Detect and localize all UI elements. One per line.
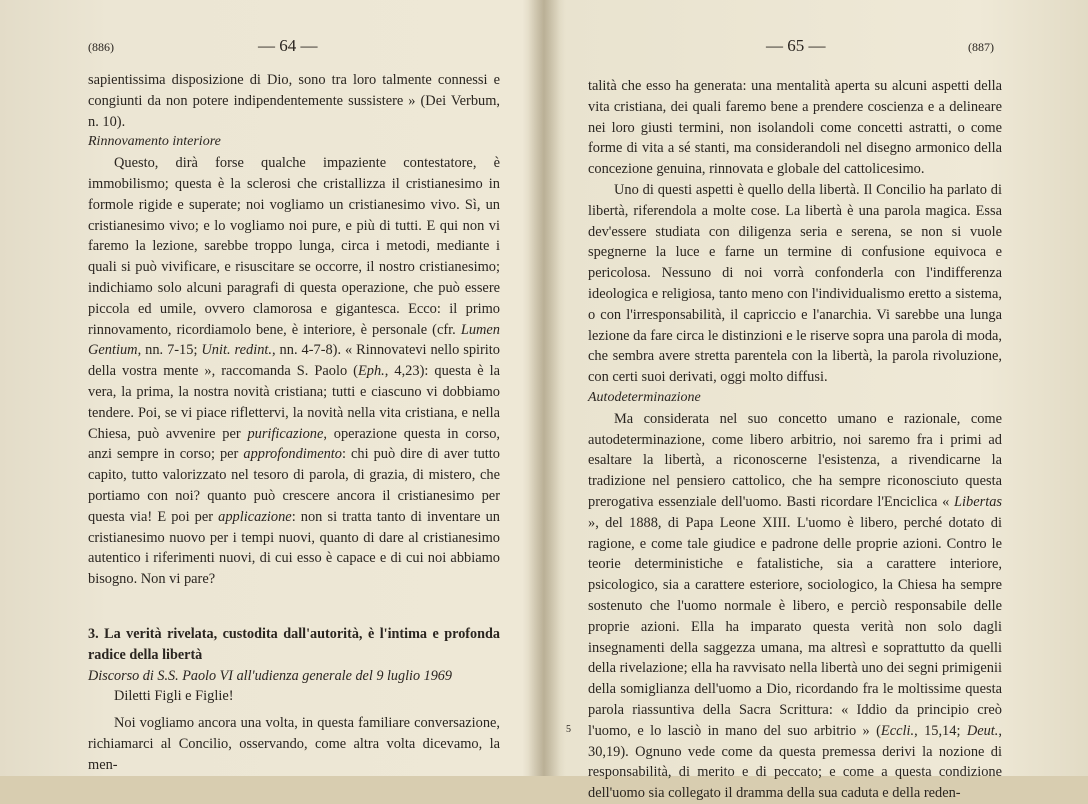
right-text-block [588,76,1002,804]
left-page-number: — 64 — [258,36,318,55]
left-text-block [88,70,500,776]
right-page [544,0,1088,802]
ref-libertas: Libertas [954,493,1002,510]
paragraph-talita: talità che esso ha generata: una mentalità aperta su alcuni aspetti della vita cristiana, dei quali faremo bene a prendere coscienza e a delineare nei loro giusti termini, non isolandoli come concetti astratti, o come forme di vita a sé stanti, ma considerandoli nel disegno armonico della concezione genuina, rinnovata e globale del cattolicesimo. [588,78,1002,178]
heading-rinnovamento: Rinnovamento interiore [88,134,221,150]
term-approfondimento: approfondimento [243,446,342,463]
signature-mark: 5 [566,724,571,735]
paragraph-questo: Questo, dirà forse qualche impaziente contestatore, è immobilismo; questa è la sclerosi che cristallizza il cristianesimo in formole rigide e superate; noi vogliamo un cristianesimo vivo. Sì, un cristianesimo vivo; e lo vogliamo noi pure, e più di tutti. E qui non vi faremo la lezione, sarebbe troppo lunga, circa i metodi, mediante i quali si può vivificare, e risuscitare se occorre, il nostro cristianesimo; indichiamo solo alcuni paragrafi di questa operazione, che può essere piccola ed umile, ovvero clamorosa e gigantesca. Ecco: il primo rinnovamento, ricordiamolo bene, è interiore, è personale (cfr. Lumen Gentium, nn. 7-15; Unit. redint., nn. 4-7-8). « Rinnovatevi nello spirito della vostra mente », raccomanda S. Paolo (Eph., 4,23): questa è la vera, la prima, la nostra novità cristiana; tutti e ciascuno vi dobbiamo tendere. Poi, se vi piace riflettervi, la novità nella vita cristiana, e nella Chiesa, può avvenire per purificazione, operazione questa in corso, anzi sempre in corso; per approfondimento: chi può dire di aver tutto capito, tutto valorizzato nel tesoro di parola, di grazia, di mistero, che portiamo con noi? quanto può crescere ancora il cristianesimo per questa via! E poi per applicazione: non si tratta tanto di inventare un cristianesimo nuovo per i tempi nuovi, quanto di dare al cristianesimo autentico i riferimenti nuovi, di cui esso è capace e di cui noi abbiamo bisogno. Non vi pare? [88,155,500,588]
paragraph-uno: Uno di questi aspetti è quello della libertà. Il Concilio ha parlato di libertà, riferendola a molte cose. La libertà è una parola magica. Essa dev'essere studiata con diligenza seria e serena, se non si vuole spegnerne la luce e farne un termine di confusione equivoca e pericolosa. Nessuno di noi vorrà confonderla con l'indifferenza ideologica e religiosa, tanto meno con l'individualismo eretto a sistema, o con l'irresponsabilità, il capriccio e l'anarchia. Vi sarebbe una lunga lezione da fare circa le distinzioni e le riserve sopra una parola di moda, che sembra avere stretta parentela con la libertà, la parola rivoluzione, con certi suoi derivati, oggi molto diffusi. [588,181,1002,386]
right-page-number: — 65 — [766,36,826,55]
ref-lumen-gentium: Lumen Gentium [88,321,500,359]
ref-unit-redint: Unit. redint. [201,342,272,359]
term-applicazione: applicazione [218,508,292,525]
ref-eccli: Eccli. [880,722,915,739]
left-running-header: (886) [88,40,114,54]
heading-autodeterminazione: Autodeterminazione [588,389,701,405]
section-subtitle: Discorso di S.S. Paolo VI all'udienza generale del 9 luglio 1969 [88,667,452,684]
paragraph-ma: Ma considerata nel suo concetto umano e razionale, come autodeterminazione, come libero arbitrio, noi saremo fra i primi ad esaltare la libertà, a riconoscerne l'esistenza, a rivendicarne la tradizione nel pensiero cattolico, che ha sempre riconosciuto questa prerogativa essenziale dell'uomo. Basti ricordare l'Enciclica « Libertas », del 1888, di Papa Leone XIII. L'uomo è libero, perché dotato di ragione, e come tale giudice e padrone delle proprie azioni. Contro le teorie deterministiche e fatalistiche, sia a carattere interiore, psicologico, sia a carattere esteriore, sociologico, la Chiesa ha sempre sostenuto che l'uomo normale è libero, e perciò responsabile delle proprie azioni. Ella ha imparato questa verità non solo dagli insegnamenti della saggezza umana, ma altresì e soprattutto da quelli della rivelazione; ella ha ravvisato nella libertà uno dei segni primigenii della somiglianza dell'uomo a Dio, ricordando fra le moltissime questa parola riassuntiva della Sacra Scrittura: « Iddio da principio creò l'uomo, e lo lasciò in mano del suo arbitrio » (Eccli., 15,14; Deut., 30,19). Ognuno vede come da questa premessa derivi la nozione di responsabilità, di merito e di peccato; e come a questa condizione dell'uomo sia collegato il dramma della sua caduta e della reden- [588,410,1002,802]
section-title: 3. La verità rivelata, custodita dall'autorità, è l'intima e profonda radice della libertà [88,625,500,663]
paragraph-noi: Noi vogliamo ancora una volta, in questa familiare conversazione, richiamarci al Concilio, osservando, come altra volta dicevamo, la men- [88,715,500,773]
opening-paragraph: sapientissima disposizione di Dio, sono tra loro talmente connessi e congiunti da non potere indipendentemente sussistere » (Dei Verbum, n. 10). [88,72,500,130]
right-running-header: (887) [968,40,994,54]
section-3-header [88,624,500,686]
ref-deut: Deut. [966,722,999,739]
term-purificazione: purificazione [247,425,324,442]
left-page [0,0,544,776]
ref-eph: Eph. [357,363,385,380]
greeting: Diletti Figli e Figlie! [114,688,234,705]
